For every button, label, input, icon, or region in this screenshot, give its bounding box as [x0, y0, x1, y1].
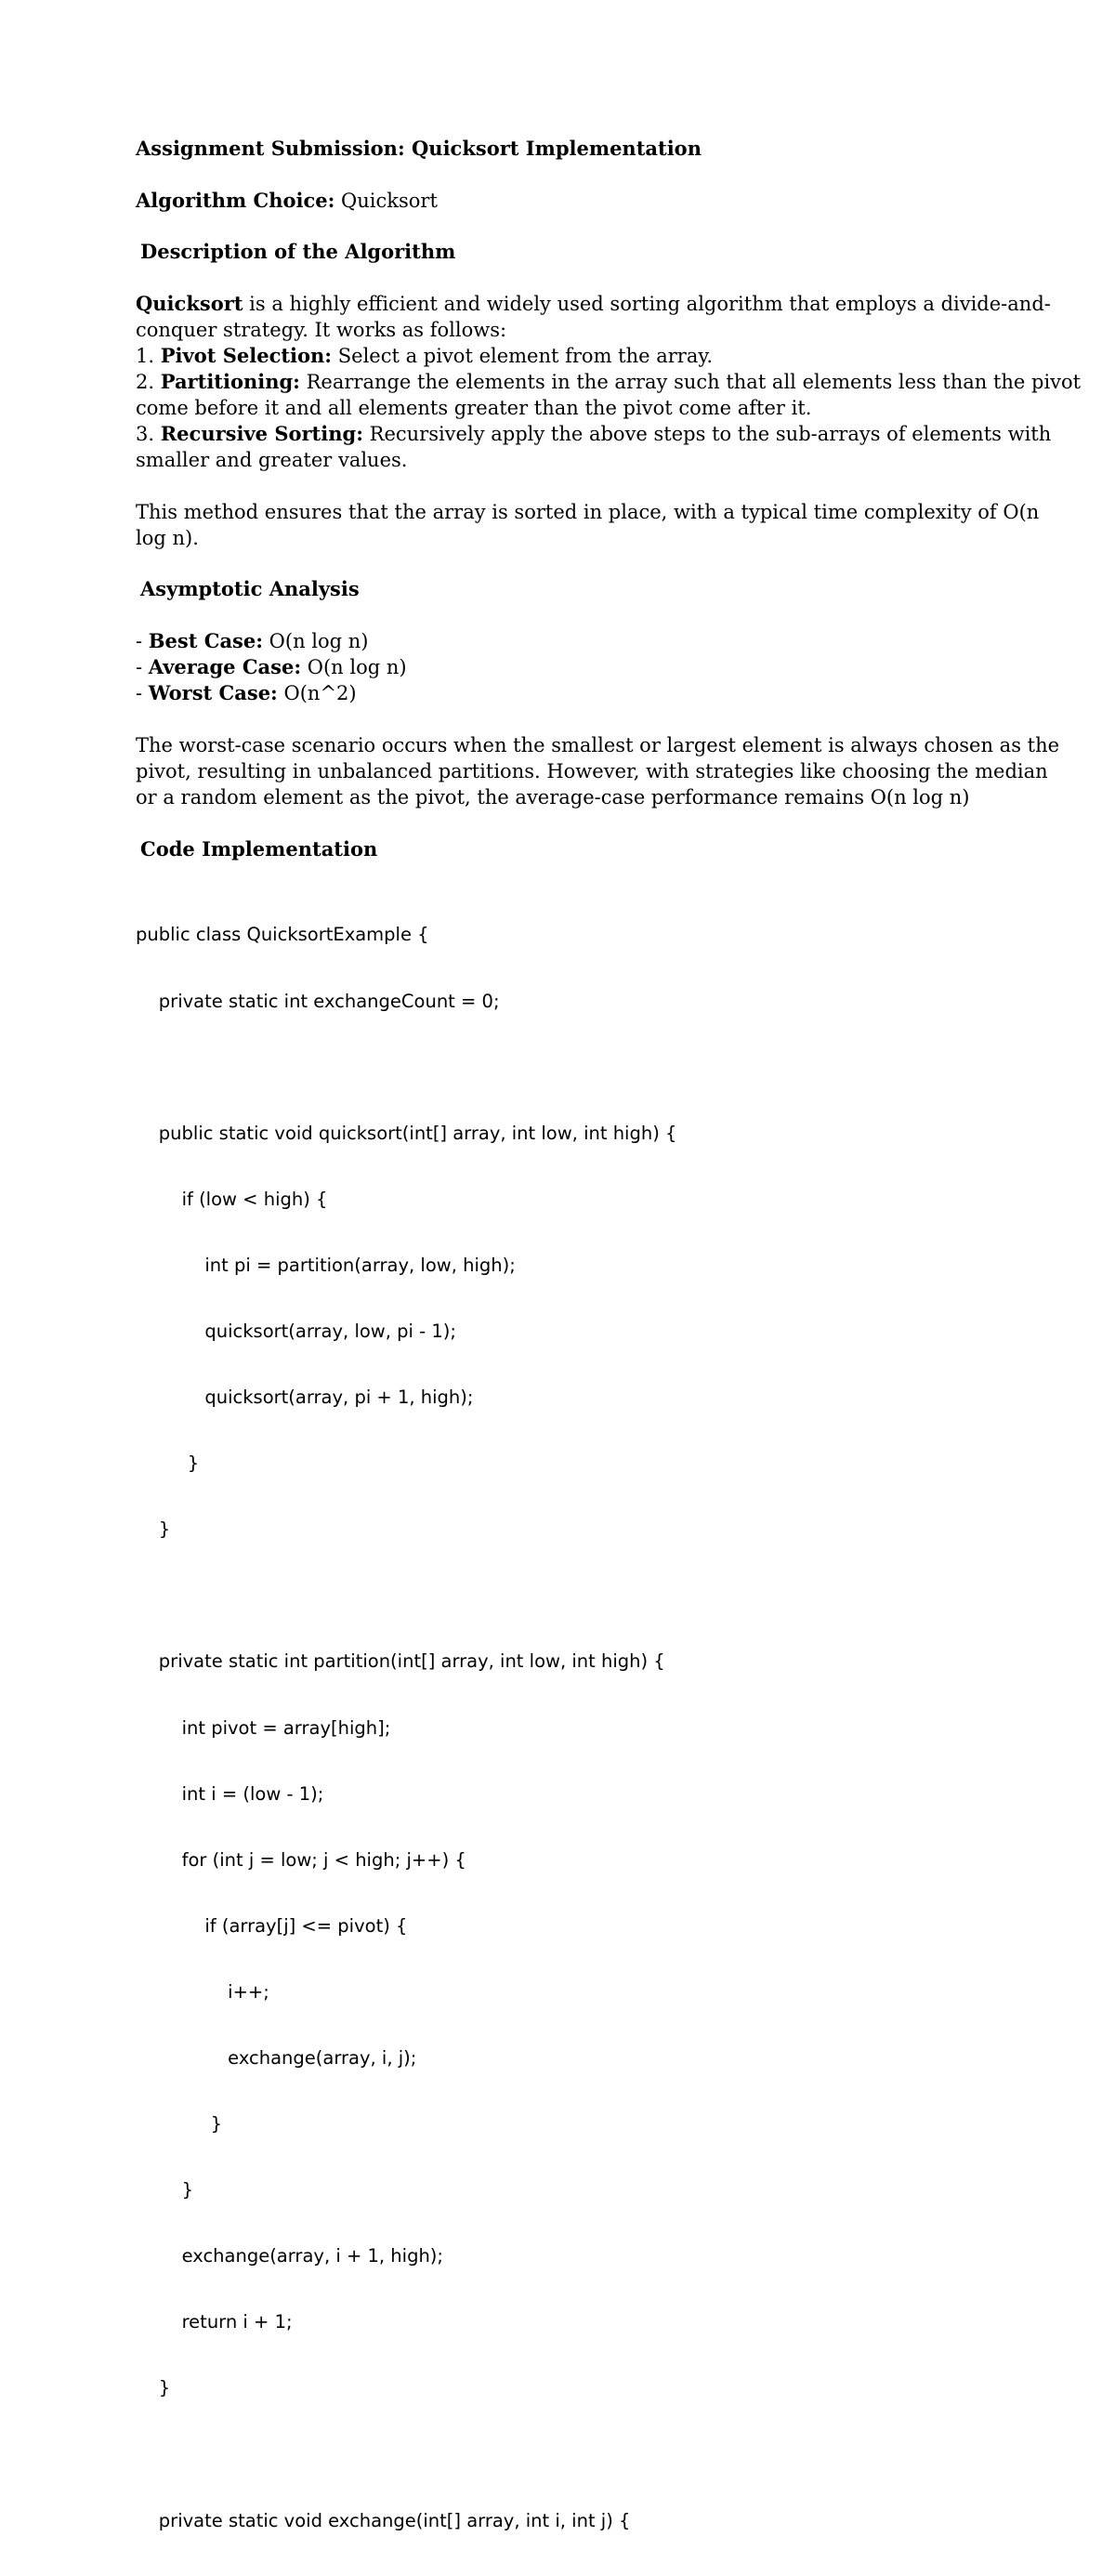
worst-case-paragraph-line-3: or a random element as the pivot, the average-case performance remains O(n log n) — [136, 786, 970, 808]
code-line: } — [136, 2113, 222, 2136]
code-line: return i + 1; — [136, 2311, 293, 2333]
code-line: private static int exchangeCount = 0; — [136, 990, 500, 1012]
step-partitioning-line-2: come before it and all elements greater than the pivot come after it. — [136, 397, 812, 419]
algorithm-choice-value: Quicksort — [334, 190, 438, 212]
code-line: exchange(array, i + 1, high); — [136, 2245, 443, 2267]
code-line: if (low < high) { — [136, 1188, 328, 1210]
worst-case-item: - Worst Case: O(n^2) — [136, 681, 357, 704]
code-line: } — [136, 2179, 193, 2201]
code-line: for (int j = low; j < high; j++) { — [136, 1848, 466, 1871]
step-recursive-sorting-line-2: smaller and greater values. — [136, 449, 408, 471]
code-line: } — [136, 2377, 171, 2399]
code-line: i++; — [136, 1980, 269, 2003]
step-pivot-selection: 1. Pivot Selection: Select a pivot element from the array. — [136, 344, 714, 367]
algorithm-choice-label: Algorithm Choice: — [136, 189, 335, 212]
section-heading-code: Code Implementation — [140, 837, 378, 861]
worst-case-paragraph-line-2: pivot, resulting in unbalanced partitions. However, with strategies like choosing the median — [136, 760, 1048, 782]
code-line: int pivot = array[high]; — [136, 1716, 391, 1739]
best-case-item: - Best Case: O(n log n) — [136, 629, 369, 652]
code-line — [136, 1057, 676, 1079]
complexity-paragraph-line-2: log n). — [136, 527, 199, 549]
section-heading-description: Description of the Algorithm — [140, 240, 456, 263]
step-recursive-sorting: 3. Recursive Sorting: Recursively apply the above steps to the sub-arrays of elements with — [136, 422, 1052, 445]
algorithm-choice — [136, 188, 438, 214]
code-line — [136, 2444, 676, 2466]
document-title: Assignment Submission: Quicksort Implementation — [136, 137, 702, 160]
code-line: quicksort(array, low, pi - 1); — [136, 1320, 456, 1342]
code-line: int pi = partition(array, low, high); — [136, 1254, 516, 1276]
worst-case-paragraph-line-1: The worst-case scenario occurs when the smallest or largest element is always chosen as the — [136, 734, 1060, 756]
step-partitioning: 2. Partitioning: Rearrange the elements in the array such that all elements less than the pivot — [136, 370, 1082, 393]
average-case-item: - Average Case: O(n log n) — [136, 655, 407, 678]
code-line: quicksort(array, pi + 1, high); — [136, 1387, 474, 1409]
section-heading-analysis: Asymptotic Analysis — [140, 577, 360, 600]
description-line-1: Quicksort is a highly efficient and widely used sorting algorithm that employs a divide-and- — [136, 292, 1051, 315]
complexity-paragraph-line-1: This method ensures that the array is sorted in place, with a typical time complexity of O(n — [136, 501, 1040, 523]
code-line: } — [136, 1518, 171, 1541]
code-line: } — [136, 1452, 200, 1475]
code-line: int i = (low - 1); — [136, 1782, 324, 1805]
code-line: public class QuicksortExample { — [136, 924, 429, 946]
code-line: private static void exchange(int[] array, int i, int j) { — [136, 2509, 631, 2531]
code-line — [136, 1584, 676, 1607]
code-line: public static void quicksort(int[] array, int low, int high) { — [136, 1122, 677, 1144]
code-line: exchange(array, i, j); — [136, 2047, 417, 2069]
description-line-2: conquer strategy. It works as follows: — [136, 319, 507, 341]
code-block — [136, 880, 676, 2576]
code-line: if (array[j] <= pivot) { — [136, 1914, 408, 1937]
code-line: private static int partition(int[] array, int low, int high) { — [136, 1650, 665, 1673]
